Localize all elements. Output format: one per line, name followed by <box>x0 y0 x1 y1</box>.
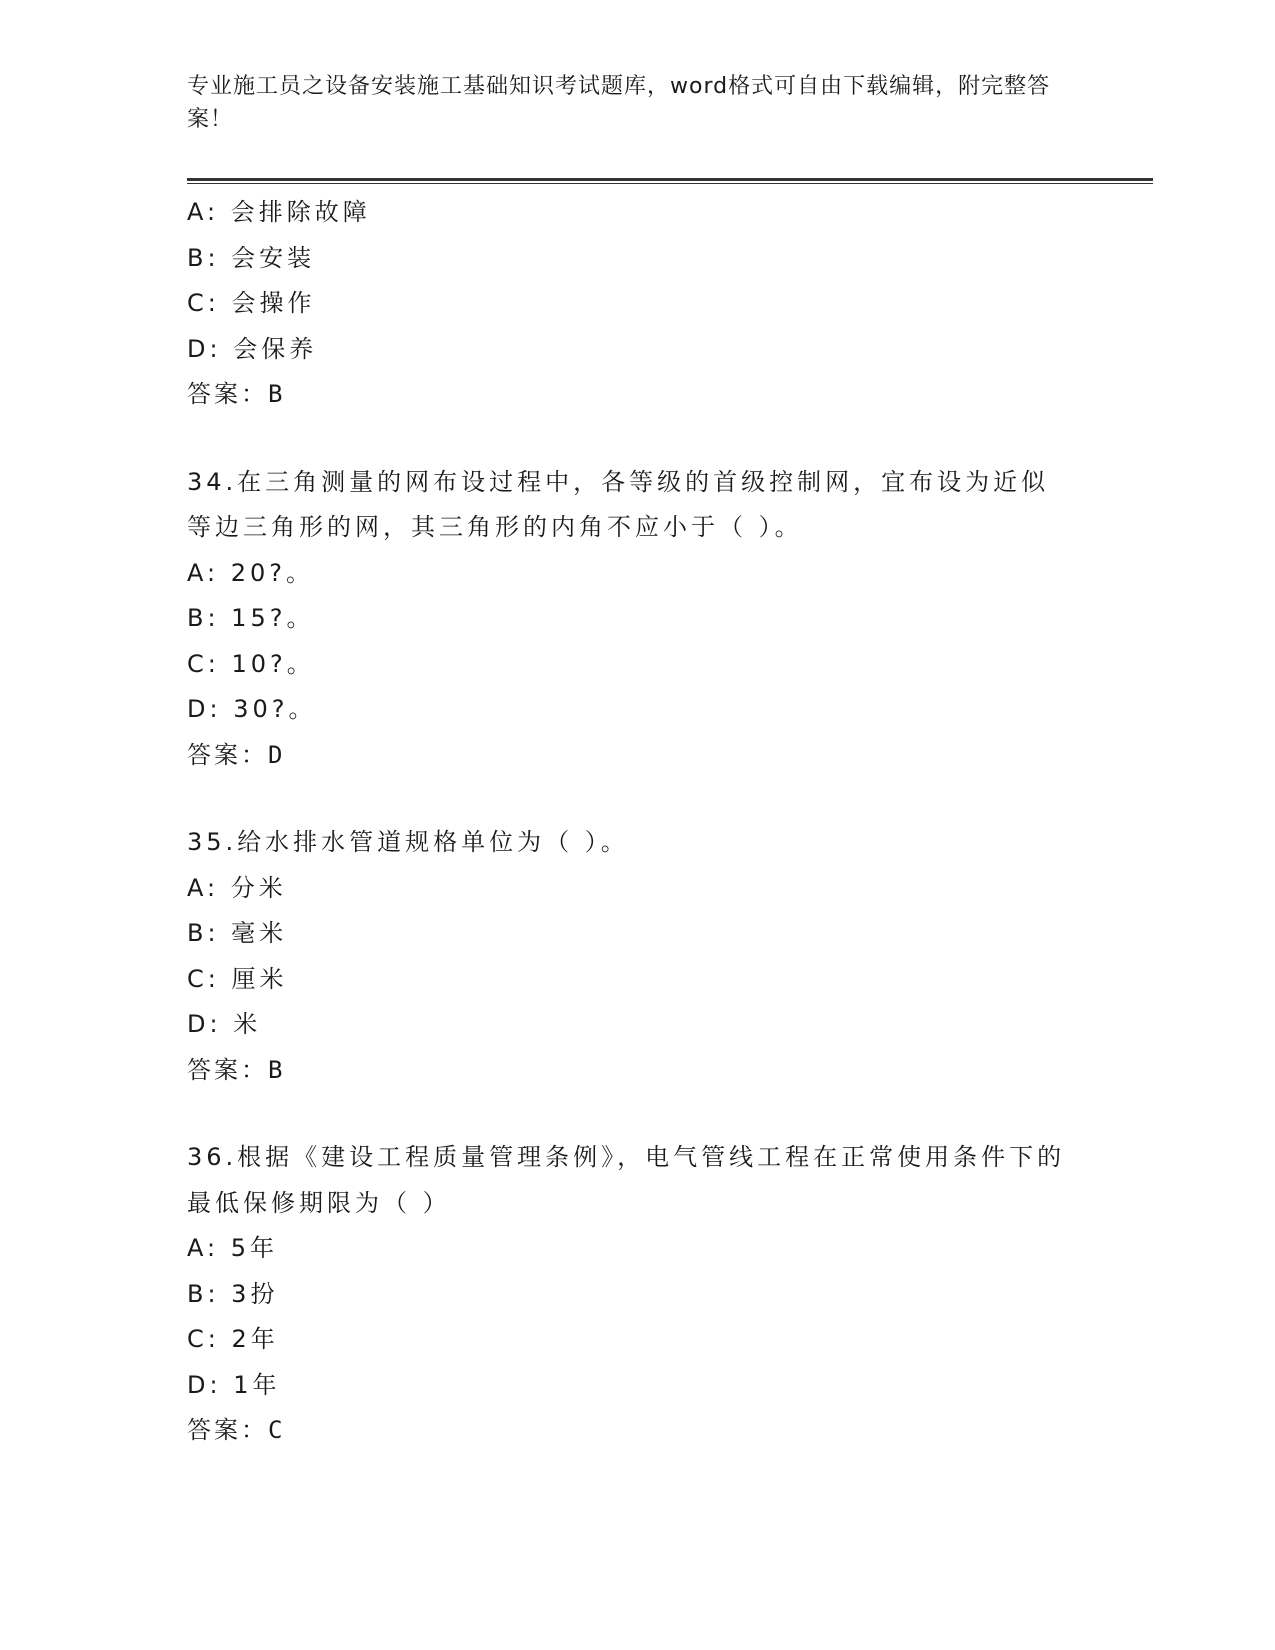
option-c: C: 10?。 <box>187 649 315 678</box>
option-d: D: 米 <box>187 1010 262 1038</box>
question-34 <box>187 460 1087 779</box>
spacer <box>187 778 1087 820</box>
header-rule-thick <box>187 178 1153 181</box>
option-b: B: 3扮 <box>187 1279 279 1308</box>
question-33-continued <box>187 190 1087 418</box>
option-a: A: 20?。 <box>187 558 314 587</box>
option-a: A: 5年 <box>187 1234 278 1262</box>
spacer <box>187 418 1087 460</box>
answer-line: 答案：D <box>187 740 286 769</box>
option-b: B: 15?。 <box>187 604 315 632</box>
option-b: B: 会安装 <box>187 243 316 272</box>
option-d: D: 30?。 <box>187 695 317 723</box>
header-rule-thin <box>187 183 1153 184</box>
answer-line: 答案：B <box>187 1055 286 1084</box>
document-header: 专业施工员之设备安装施工基础知识考试题库，word格式可自由下载编辑，附完整答案！ <box>187 74 1051 132</box>
option-c: C: 厘米 <box>187 964 288 993</box>
question-text: 35.给水排水管道规格单位为（ ）。 <box>187 828 629 856</box>
question-list <box>187 190 1087 1454</box>
spacer <box>187 1093 1087 1135</box>
question-text: 34.在三角测量的网布设过程中，各等级的首级控制网，宜布设为近似等边三角形的网，其三角形的内角不应小于（ ）。 <box>187 467 1050 541</box>
option-a: A: 会排除故障 <box>187 198 371 226</box>
answer-line: 答案：C <box>187 1416 286 1444</box>
question-35 <box>187 820 1087 1093</box>
answer-line: 答案：B <box>187 380 286 408</box>
option-c: C: 会操作 <box>187 289 316 317</box>
question-36 <box>187 1135 1087 1454</box>
option-d: D: 会保养 <box>187 334 318 363</box>
option-c: C: 2年 <box>187 1325 279 1353</box>
option-b: B: 毫米 <box>187 919 288 947</box>
question-text: 36.根据《建设工程质量管理条例》，电气管线工程在正常使用条件下的最低保修期限为（ ） <box>187 1143 1066 1217</box>
option-a: A: 分米 <box>187 873 287 902</box>
option-d: D: 1年 <box>187 1370 281 1399</box>
